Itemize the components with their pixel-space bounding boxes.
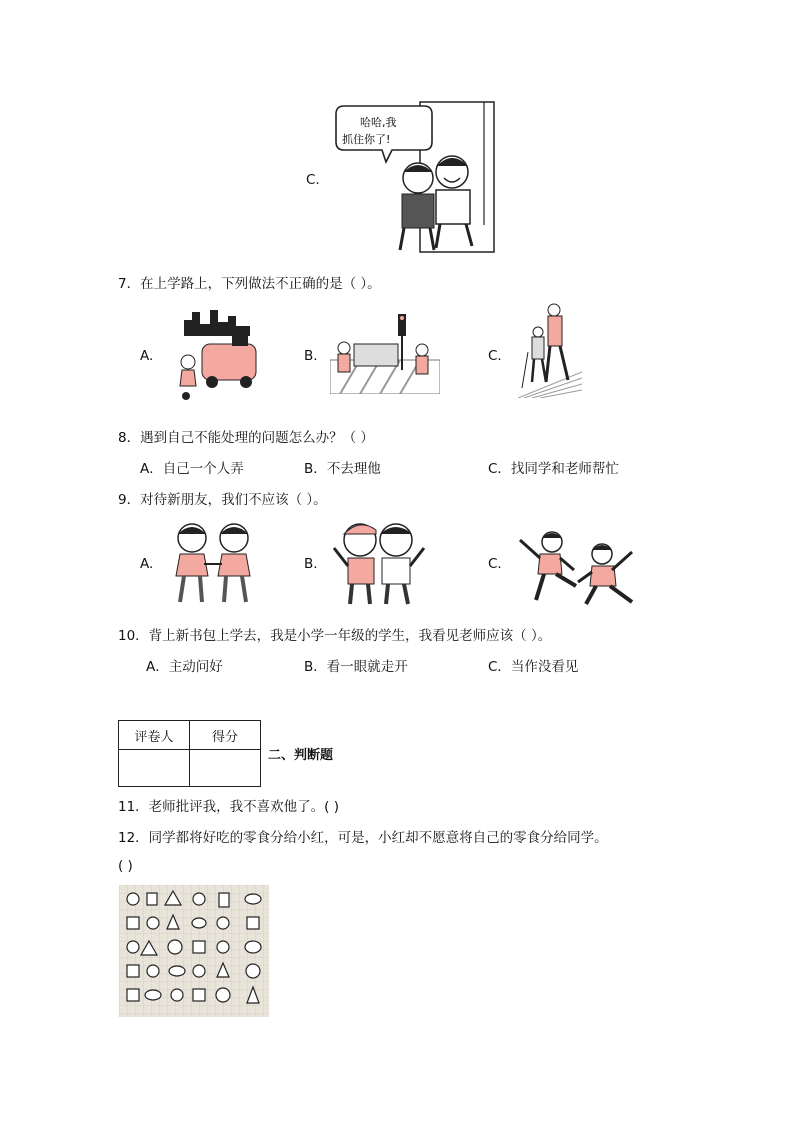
q9-option-b-picture — [330, 518, 428, 608]
q7-option-b-label[interactable]: B. — [304, 348, 318, 364]
q7-question: 7．在上学路上，下列做法不正确的是（ ）。 — [118, 276, 381, 292]
q12-answer-blank[interactable]: ( ) — [118, 858, 133, 874]
score-table-header-grader: 评卷人 — [119, 721, 190, 750]
q7-option-c-picture — [518, 302, 582, 398]
q7-option-a-picture — [170, 306, 260, 402]
q8-option-c[interactable]: C．找同学和老师帮忙 — [488, 461, 619, 477]
q6-option-c-label[interactable]: C. — [306, 172, 320, 188]
q10-option-c[interactable]: C．当作没看见 — [488, 659, 579, 675]
q10-option-a[interactable]: A．主动问好 — [146, 659, 223, 675]
q12-question: 12．同学都将好吃的零食分给小红，可是，小红却不愿意将自己的零食分给同学。 — [118, 830, 608, 846]
q9-option-b-label[interactable]: B. — [304, 556, 318, 572]
q7-option-b-picture — [330, 310, 440, 394]
q10-option-b[interactable]: B．看一眼就走开 — [304, 659, 408, 675]
q9-option-c-label[interactable]: C. — [488, 556, 502, 572]
q8-option-a[interactable]: A．自己一个人弄 — [140, 461, 244, 477]
q10-question: 10．背上新书包上学去，我是小学一年级的学生，我看见老师应该（ ）。 — [118, 628, 552, 644]
score-table-grader-cell[interactable] — [119, 750, 190, 787]
section-heading: 二、判断题 — [268, 748, 334, 763]
q7-option-c-label[interactable]: C. — [488, 348, 502, 364]
bubble-line1: 哈哈,我 — [360, 116, 397, 129]
q9-option-a-picture — [168, 520, 260, 606]
q11-question: 11．老师批评我，我不喜欢他了。( ) — [118, 799, 340, 815]
q7-option-a-label[interactable]: A. — [140, 348, 154, 364]
score-table-header-score: 得分 — [190, 721, 261, 750]
q9-question: 9．对待新朋友，我们不应该（ ）。 — [118, 492, 327, 508]
q9-option-a-label[interactable]: A. — [140, 556, 154, 572]
q6-option-c-picture — [332, 100, 500, 255]
q8-question: 8．遇到自己不能处理的问题怎么办？（ ） — [118, 430, 374, 446]
q8-option-b[interactable]: B．不去理他 — [304, 461, 381, 477]
q9-option-c-picture — [516, 530, 644, 610]
bubble-line2: 抓住你了! — [342, 133, 391, 146]
score-table-score-cell[interactable] — [190, 750, 261, 787]
snacks-picture — [119, 885, 269, 1017]
score-table — [118, 720, 261, 787]
